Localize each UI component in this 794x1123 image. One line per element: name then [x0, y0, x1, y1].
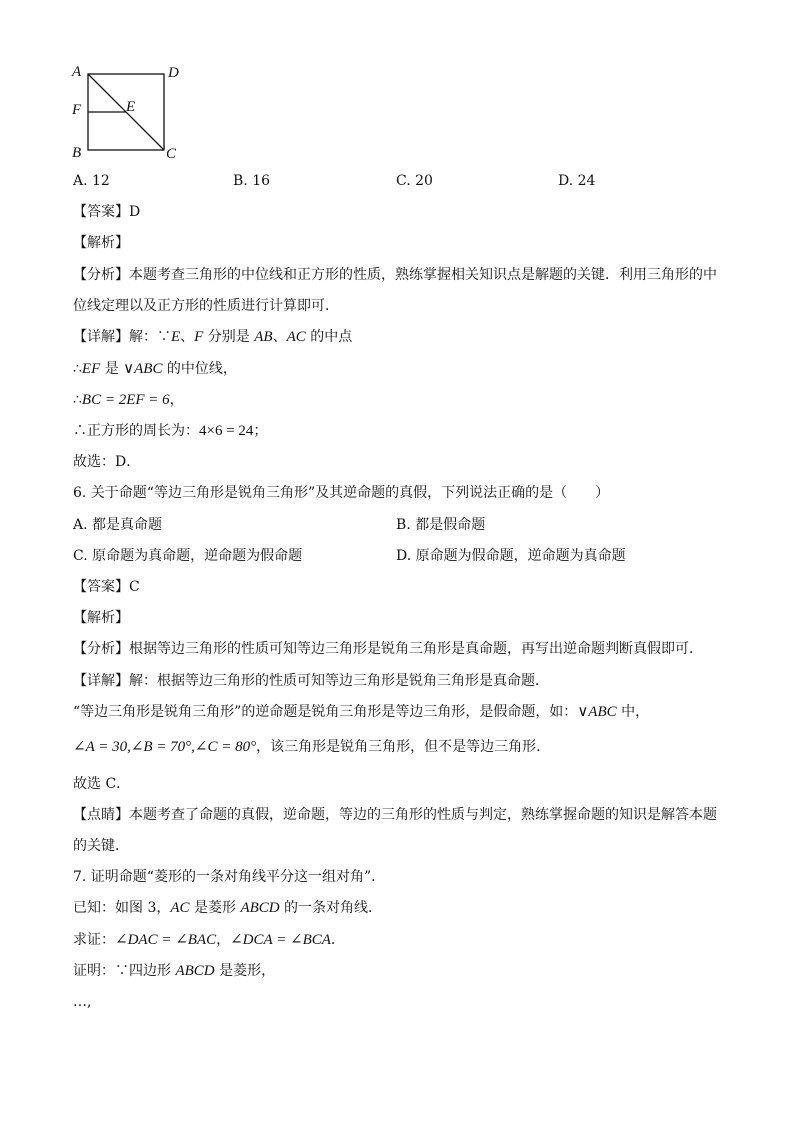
q7-stem: 7. 证明命题“菱形的一条对角线平分这一组对角”． [73, 869, 386, 885]
q5-fenxi-line-1 [73, 266, 717, 284]
q6-conclusion: 故选 C． [73, 776, 131, 792]
text: 是 [100, 361, 124, 377]
q6-option-b: B. 都是假命题 [396, 517, 486, 533]
math: F [194, 329, 204, 345]
analysis-tag: 【解析】 [73, 610, 129, 626]
label-b: B [72, 145, 82, 161]
label-f: F [72, 102, 82, 118]
label-c: C [166, 146, 177, 162]
math: ABCD [175, 963, 215, 979]
text: ∴ [73, 361, 82, 377]
text: ， [216, 932, 231, 948]
math: ∨ABC [123, 361, 163, 377]
text: 的一条对角线． [279, 900, 383, 916]
q5-conclusion: 故选：D． [73, 454, 141, 470]
q5-step-1 [73, 360, 237, 378]
q6-fenxi [73, 640, 703, 658]
fenxi-tag: 【分析】 [73, 267, 129, 283]
math: ∠A = 30,∠B = 70°,∠C = 80° [73, 739, 257, 755]
q6-option-c: C. 原命题为真命题，逆命题为假命题 [73, 548, 303, 564]
q5-option-c: C. 20 [396, 173, 433, 189]
label-d: D [168, 65, 179, 81]
q6-xiangjie [73, 672, 549, 690]
q7-known [73, 899, 382, 917]
math: BC = 2EF = 6 [81, 392, 170, 408]
q5-step-2 [73, 391, 184, 409]
text: 的中位线， [162, 361, 237, 377]
q5-xiangjie [73, 328, 352, 346]
text: 是菱形 [189, 900, 241, 916]
text: ∴ [73, 392, 82, 408]
math: AC [170, 900, 190, 916]
answer-value: D [129, 204, 141, 220]
q5-option-d: D. 24 [558, 173, 596, 189]
q5-answer [73, 203, 140, 221]
answer-value: C [129, 579, 140, 595]
text: 解：∵ [129, 329, 171, 345]
text: ∴正方形的周长为： [73, 423, 199, 439]
text: ， [169, 392, 184, 408]
text: 是菱形， [214, 963, 276, 979]
text: ； [253, 423, 268, 439]
q7-proof [73, 962, 275, 980]
text: 已知：如图 3， [73, 900, 171, 916]
math: E [171, 329, 181, 345]
text: 的中点 [305, 329, 353, 345]
q6-option-d: D. 原命题为假命题，逆命题为真命题 [396, 548, 626, 564]
analysis-tag: 【解析】 [73, 235, 129, 251]
math: ∨ABC [577, 704, 617, 720]
answer-tag: 【答案】 [73, 579, 129, 595]
q6-line-3 [73, 703, 649, 721]
q6-line-4 [73, 738, 550, 756]
math: ABCD [240, 900, 280, 916]
text: 、 [272, 329, 287, 345]
math: AB [254, 329, 273, 345]
text: “等边三角形是锐角三角形”的逆命题是锐角三角形是等边三角形，是假命题，如： [73, 704, 578, 720]
fenxi-text: 根据等边三角形的性质可知等边三角形是锐角三角形是真命题，再写出逆命题判断真假即可． [129, 641, 703, 657]
fenxi-tag: 【分析】 [73, 641, 129, 657]
text: ． [330, 932, 345, 948]
math: EF [81, 361, 101, 377]
q5-step-3 [73, 422, 267, 440]
q6-option-a: A. 都是真命题 [73, 517, 163, 533]
q6-dianjing-line-1 [73, 806, 717, 824]
xiangjie-tag: 【详解】 [73, 673, 129, 689]
dianjing-tag: 【点睛】 [73, 807, 129, 823]
q7-ellipsis: …, [73, 994, 92, 1010]
xiangjie-tag: 【详解】 [73, 329, 129, 345]
q5-option-b: B. 16 [233, 173, 271, 189]
q6-dianjing-line-2: 的关键． [73, 838, 129, 854]
xiangjie-text: 解：根据等边三角形的性质可知等边三角形是锐角三角形是真命题． [129, 673, 549, 689]
label-e: E [126, 99, 136, 115]
math: AC [286, 329, 306, 345]
math: ∠DCA = ∠BCA [230, 932, 331, 948]
text: 中， [616, 704, 650, 720]
text: 求证： [73, 932, 115, 948]
fenxi-text: 本题考查三角形的中位线和正方形的性质，熟练掌握相关知识点是解题的关键．利用三角形的中 [129, 267, 717, 283]
math: 4×6 = 24 [199, 423, 254, 439]
text: 证明：∵四边形 [73, 963, 176, 979]
label-a: A [72, 64, 82, 80]
math: ∠DAC = ∠BAC [115, 932, 217, 948]
q6-analysis-heading [73, 609, 129, 627]
text: ，该三角形是锐角三角形，但不是等边三角形． [256, 739, 551, 755]
answer-tag: 【答案】 [73, 204, 129, 220]
q5-analysis-heading [73, 234, 129, 252]
text: 分别是 [203, 329, 255, 345]
dianjing-text: 本题考查了命题的真假，逆命题，等边的三角形的性质与判定，熟练掌握命题的知识是解答本题 [129, 807, 717, 823]
q6-stem: 6. 关于命题“等边三角形是锐角三角形”及其逆命题的真假，下列说法正确的是（ ） [73, 485, 610, 501]
q5-option-a: A. 12 [73, 173, 110, 189]
q7-prove [73, 931, 345, 949]
q5-fenxi-line-2: 位线定理以及正方形的性质进行计算即可． [73, 298, 339, 314]
text: 、 [180, 329, 195, 345]
square-figure [66, 60, 196, 165]
q6-answer [73, 578, 140, 596]
